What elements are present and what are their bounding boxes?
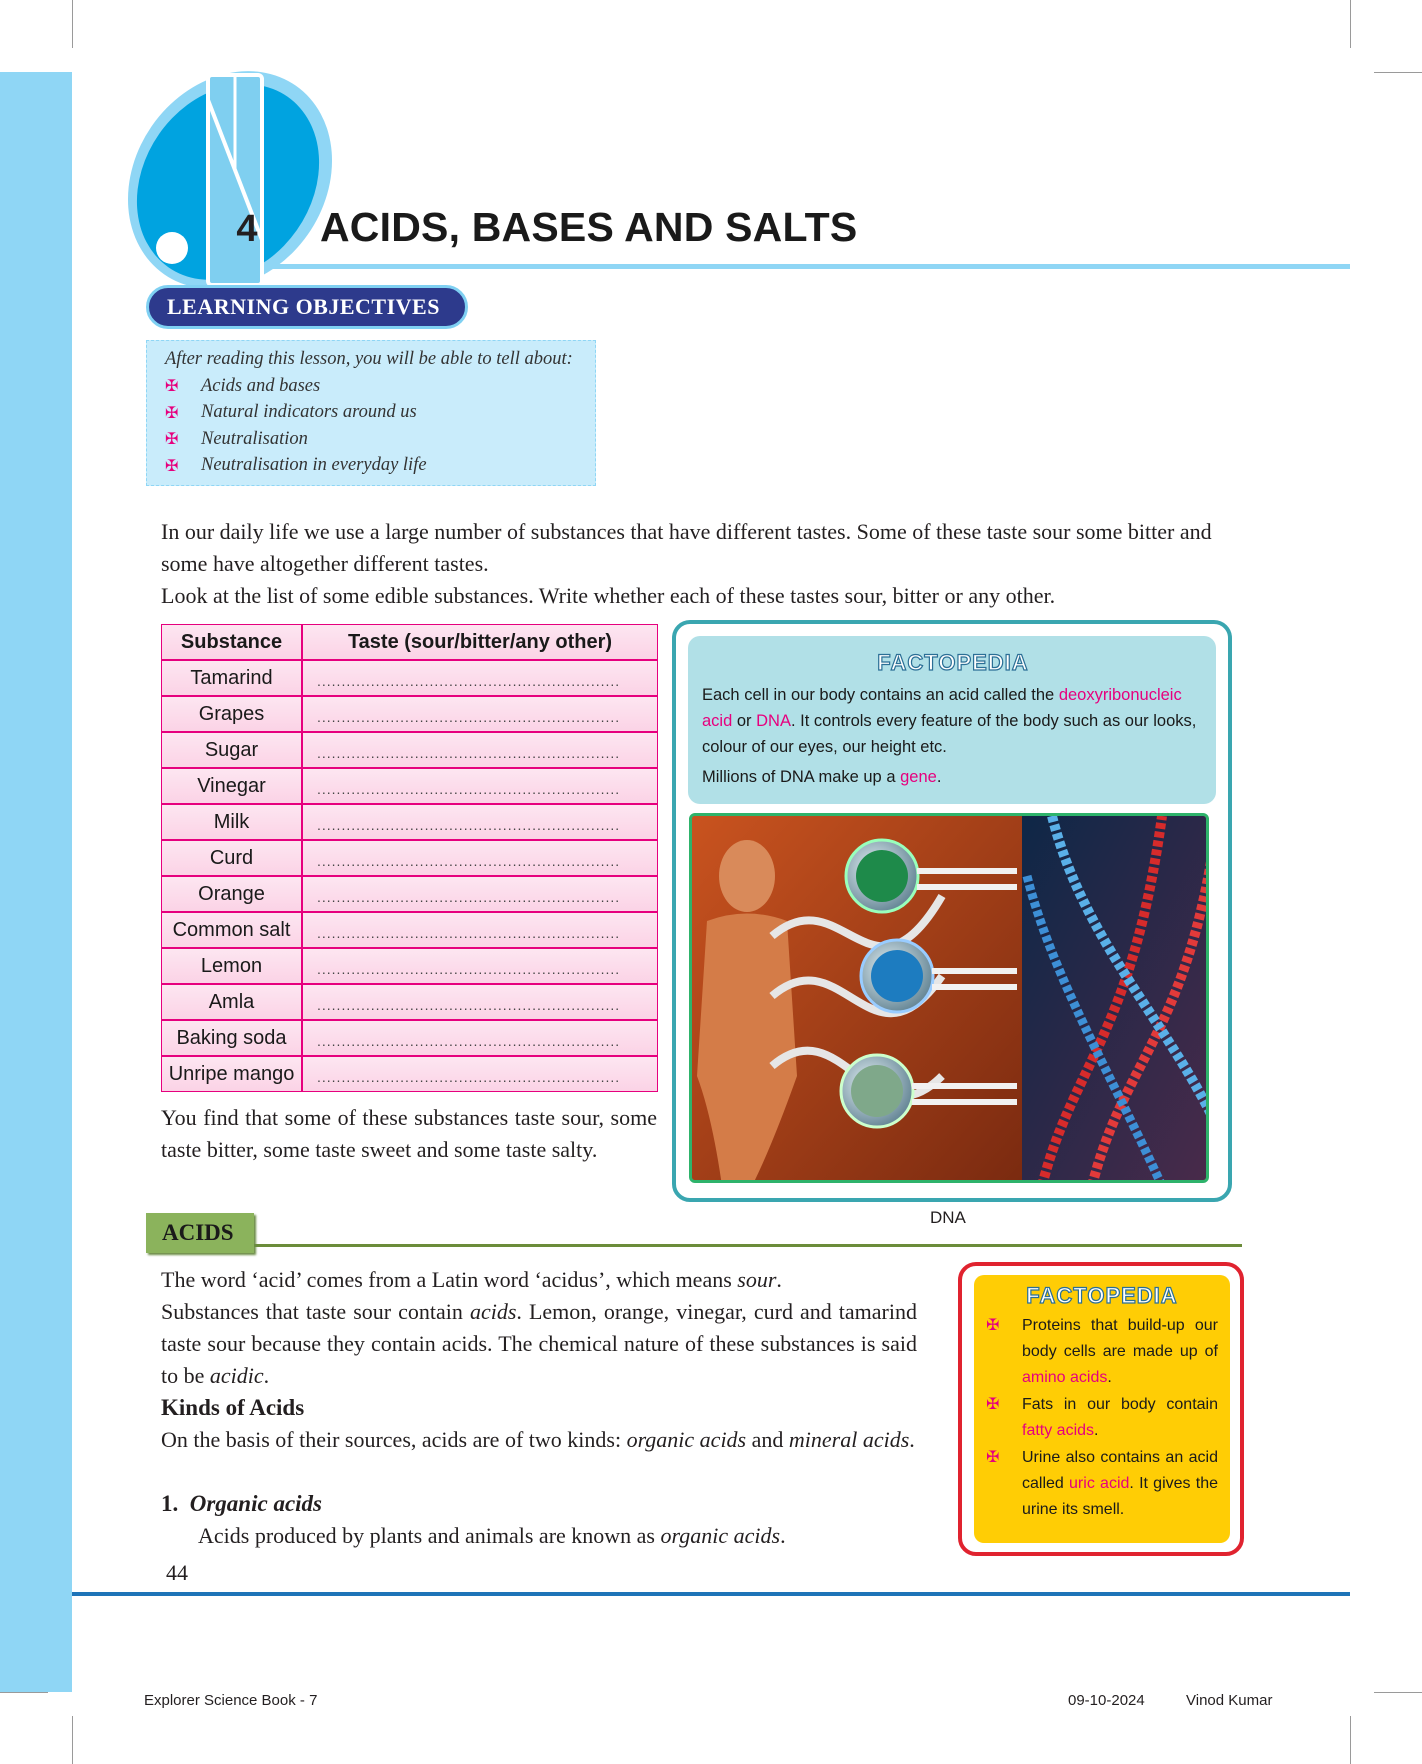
objective-item: ✠ Neutralisation in everyday life [165, 455, 427, 476]
answer-blank[interactable]: .............................................................. [302, 768, 658, 804]
objective-item: ✠ Natural indicators around us [165, 402, 417, 423]
answer-blank[interactable]: .............................................................. [302, 984, 658, 1020]
factopedia-acids-box [974, 1275, 1230, 1543]
learning-objectives-box [146, 340, 596, 486]
kinds-of-acids-heading: Kinds of Acids [161, 1395, 305, 1420]
after-table-paragraph: You find that some of these substances taste sour, some taste bitter, some taste sweet and some taste salty. [161, 1105, 657, 1162]
dna-image-caption: DNA [930, 1208, 966, 1227]
title-rule [268, 264, 1350, 269]
maltese-cross-icon: ✠ [986, 1449, 1000, 1466]
maltese-cross-icon: ✠ [986, 1396, 1000, 1413]
table-row: Sugar .............................................................. [161, 732, 658, 768]
dna-illustration [689, 813, 1209, 1183]
answer-blank[interactable]: .............................................................. [302, 804, 658, 840]
table-row: Orange .............................................................. [161, 876, 658, 912]
table-row: Vinegar .............................................................. [161, 768, 658, 804]
table-row: Lemon .............................................................. [161, 948, 658, 984]
taste-table [161, 624, 658, 1092]
side-color-strip [0, 72, 72, 1692]
answer-blank[interactable]: .............................................................. [302, 1020, 658, 1056]
factopedia-item: ✠ Proteins that build-up our body cells are made up of amino acids. [986, 1313, 1218, 1391]
answer-blank[interactable]: .............................................................. [302, 660, 658, 696]
answer-blank[interactable]: .............................................................. [302, 912, 658, 948]
table-header: Substance [161, 624, 302, 660]
learning-objectives-heading: LEARNING OBJECTIVES [146, 285, 468, 329]
answer-blank[interactable]: .............................................................. [302, 696, 658, 732]
table-row: Common salt .............................................................. [161, 912, 658, 948]
factopedia-title: FACTOPEDIA [1026, 1283, 1178, 1308]
instruction-paragraph: Look at the list of some edible substances. Write whether each of these tastes sour, bitter or any other. [161, 583, 1056, 608]
crop-mark [72, 1716, 73, 1764]
crop-mark [0, 1692, 48, 1693]
crop-mark [1374, 1692, 1422, 1693]
table-row: Tamarind .............................................................. [161, 660, 658, 696]
footer-book-title: Explorer Science Book - 7 [144, 1692, 318, 1709]
acids-section-rule [146, 1244, 1242, 1247]
kinds-of-acids-paragraph: On the basis of their sources, acids are of two kinds: organic acids and mineral acids. [161, 1427, 915, 1452]
page-number: 44 [166, 1560, 188, 1585]
acid-definition-paragraph: The word ‘acid’ comes from a Latin word ‘acidus’, which means sour. [161, 1267, 782, 1292]
table-row: Amla .............................................................. [161, 984, 658, 1020]
page-bottom-rule [72, 1592, 1350, 1596]
table-header: Taste (sour/bitter/any other) [302, 624, 658, 660]
organic-acids-paragraph: Acids produced by plants and animals are known as organic acids. [198, 1523, 786, 1548]
objective-item: ✠ Neutralisation [165, 428, 308, 449]
intro-paragraph: In our daily life we use a large number of substances that have different tastes. Some of these taste sour some bitter and some have altogether different tastes. [161, 519, 1212, 576]
acid-taste-paragraph: Substances that taste sour contain acids. Lemon, orange, vinegar, curd and tamarind taste sour because they contain acids. The chemical nature of these substances is said to be acidic. [161, 1299, 917, 1388]
learning-objectives-intro: After reading this lesson, you will be able to tell about: [165, 349, 573, 369]
maltese-cross-icon: ✠ [165, 457, 179, 475]
answer-blank[interactable]: .............................................................. [302, 840, 658, 876]
crop-mark [1374, 72, 1422, 73]
maltese-cross-icon: ✠ [165, 378, 179, 396]
chapter-title: ACIDS, BASES AND SALTS [320, 204, 858, 250]
answer-blank[interactable]: .............................................................. [302, 876, 658, 912]
objective-item: ✠ Acids and bases [165, 375, 321, 396]
table-row: Unripe mango .............................................................. [161, 1056, 658, 1092]
acids-heading: ACIDS [146, 1213, 254, 1253]
table-row: Baking soda .............................................................. [161, 1020, 658, 1056]
factopedia-item: ✠ Urine also contains an acid called uric acid. It gives the urine its smell. [986, 1445, 1218, 1523]
maltese-cross-icon: ✠ [165, 404, 179, 422]
crop-mark [1350, 1716, 1351, 1764]
table-row: Curd .............................................................. [161, 840, 658, 876]
footer-author: Vinod Kumar [1186, 1692, 1273, 1709]
maltese-cross-icon: ✠ [165, 431, 179, 449]
organic-acids-heading: 1. Organic acids [161, 1491, 322, 1516]
table-row: Grapes .............................................................. [161, 696, 658, 732]
answer-blank[interactable]: .............................................................. [302, 732, 658, 768]
crop-mark [1350, 0, 1351, 48]
factopedia-gene-text: Millions of DNA make up a gene. [702, 768, 942, 786]
crop-mark [72, 0, 73, 48]
answer-blank[interactable]: .............................................................. [302, 948, 658, 984]
factopedia-title: FACTOPEDIA [877, 650, 1029, 675]
chapter-number: 4 [236, 208, 258, 250]
table-row: Milk .............................................................. [161, 804, 658, 840]
maltese-cross-icon: ✠ [986, 1317, 1000, 1334]
chapter-badge-graphic [110, 70, 370, 295]
factopedia-item: ✠ Fats in our body contain fatty acids. [986, 1392, 1218, 1444]
factopedia-dna-text: Each cell in our body contains an acid called the deoxyribonucleic acid or DNA. It controls every feature of the body such as our looks, colour of our eyes, our height etc. [702, 686, 1197, 756]
answer-blank[interactable]: .............................................................. [302, 1056, 658, 1092]
factopedia-dna-box [688, 636, 1216, 804]
footer-date: 09-10-2024 [1068, 1692, 1145, 1709]
